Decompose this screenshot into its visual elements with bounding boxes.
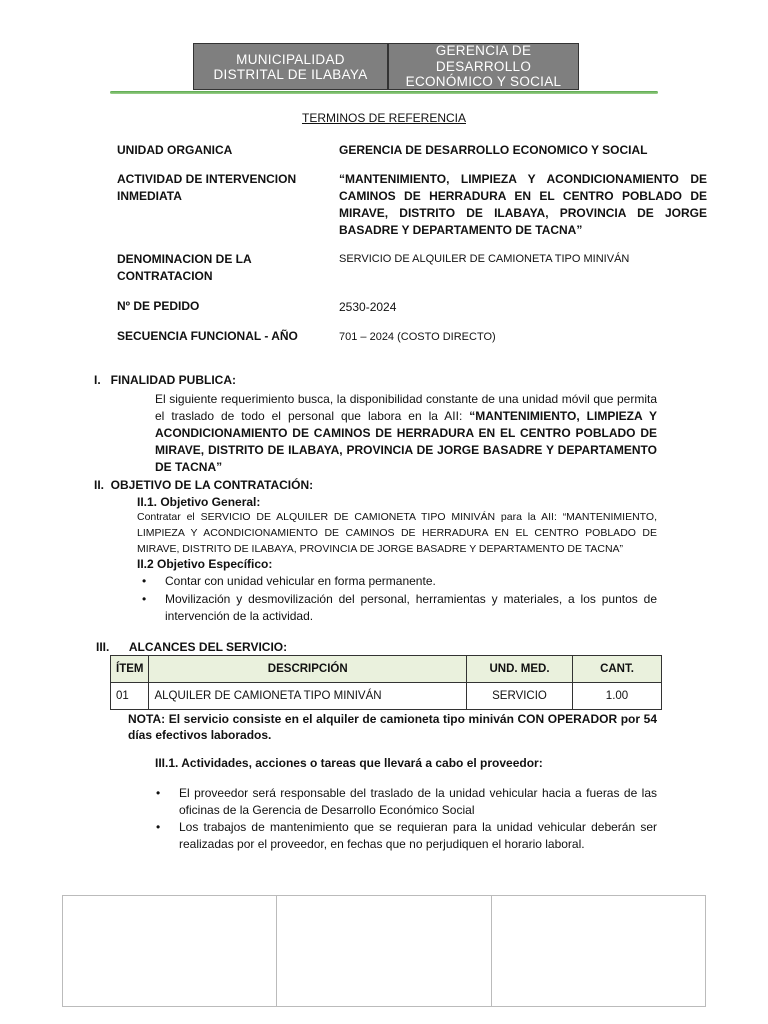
objetivo-especifico-list bbox=[142, 573, 657, 626]
col-und-med-header: UND. MED. bbox=[467, 656, 573, 683]
objetivo-especifico-heading: II.2 Objetivo Específico: bbox=[137, 557, 273, 571]
denominacion-value: SERVICIO DE ALQUILER DE CAMIONETA TIPO MINIVÁN bbox=[339, 253, 630, 265]
signature-table bbox=[62, 895, 706, 1007]
header-right-line-1: GERENCIA DE bbox=[435, 43, 532, 59]
list-item: • El proveedor será responsable del traslado de la unidad vehicular hacia a fueras de las oficinas de la Gerencia de Desarrollo Económico Social bbox=[156, 786, 657, 817]
section-3-heading: III. ALCANCES DEL SERVICIO: bbox=[96, 640, 288, 654]
objetivo-general-heading: II.1. Objetivo General: bbox=[137, 495, 261, 509]
actividades-heading: III.1. Actividades, acciones o tareas que llevará a cabo el proveedor: bbox=[155, 756, 543, 770]
section-1-text: El siguiente requerimiento busca, la disponibilidad constante de una unidad móvil que permita el traslado de todo el personal que labora en la AII: bbox=[155, 392, 657, 423]
header-divider bbox=[110, 91, 658, 94]
signature-cell bbox=[277, 896, 491, 1006]
table-row bbox=[111, 683, 662, 710]
bullet-icon: • bbox=[156, 820, 161, 834]
actividad-label: ACTIVIDAD DE INTERVENCION INMEDIATA bbox=[117, 172, 297, 203]
pedido-value: 2530-2024 bbox=[339, 300, 397, 314]
header-box-municipalidad bbox=[193, 43, 388, 90]
header-left-line-1: MUNICIPALIDAD bbox=[236, 51, 345, 67]
header-box-gerencia bbox=[388, 43, 579, 90]
bullet-icon: • bbox=[156, 786, 161, 800]
alcances-table bbox=[110, 655, 662, 710]
denominacion-label: DENOMINACION DE LA CONTRATACION bbox=[117, 252, 252, 283]
col-item-header: ÍTEM bbox=[111, 656, 149, 683]
secuencia-label: SECUENCIA FUNCIONAL - AÑO bbox=[117, 329, 298, 343]
cell-item: 01 bbox=[111, 683, 149, 710]
bullet-icon: • bbox=[142, 574, 147, 588]
signature-cell bbox=[63, 896, 277, 1006]
list-item: • Los trabajos de mantenimiento que se requieran para la unidad vehicular deberán ser realizadas por el proveedor, en fechas que no perjudiquen el horario laboral. bbox=[156, 820, 657, 851]
signature-cell bbox=[492, 896, 705, 1006]
nota-text: NOTA: El servicio consiste en el alquiler de camioneta tipo miniván CON OPERADOR por 54 días efectivos laborados. bbox=[128, 712, 657, 742]
header-left-line-2: DISTRITAL DE ILABAYA bbox=[213, 66, 368, 82]
pedido-label: Nº DE PEDIDO bbox=[117, 299, 200, 313]
list-item: • Contar con unidad vehicular en forma permanente. bbox=[142, 574, 436, 588]
section-1-text-bold: “MANTENIMIENTO, LIMPIEZA Y ACONDICIONAMIENTO DE CAMINOS DE HERRADURA EN EL CENTRO POBLADO DE MIRAVE, DISTRITO DE ILABAYA, PROVINCIA DE JORGE BASADRE Y DEPARTAMENTO DE TACNA” bbox=[155, 409, 657, 474]
actividad-value: “MANTENIMIENTO, LIMPIEZA Y ACONDICIONAMIENTO DE CAMINOS DE HERRADURA EN EL CENTRO POBLADO DE MIRAVE, DISTRITO DE ILABAYA, PROVINCIA DE JORGE BASADRE Y DEPARTAMENTO DE TACNA” bbox=[339, 172, 707, 237]
section-1-heading: I. FINALIDAD PUBLICA: bbox=[94, 373, 236, 387]
objetivo-general-text: Contratar el SERVICIO DE ALQUILER DE CAMIONETA TIPO MINIVÁN para la AII: “MANTENIMIENTO, LIMPIEZA Y ACONDICIONAMIENTO DE CAMINOS DE HERRADURA EN EL CENTRO POBLADO DE MIRAVE, DISTRITO DE ILABAYA, PROVINCIA DE JORGE BASADRE Y DEPARTAMENTO DE TACNA” bbox=[137, 511, 657, 555]
col-cant-header: CANT. bbox=[573, 656, 662, 683]
document-title: TERMINOS DE REFERENCIA bbox=[301, 111, 466, 125]
table-header-row bbox=[111, 656, 662, 683]
col-descripcion-header: DESCRIPCIÓN bbox=[149, 656, 467, 683]
cell-und-med: SERVICIO bbox=[467, 683, 573, 710]
list-item: • Movilización y desmovilización del personal, herramientas y materiales, a los puntos de intervención de la actividad. bbox=[142, 592, 657, 623]
unidad-organica-value: GERENCIA DE DESARROLLO ECONOMICO Y SOCIAL bbox=[339, 143, 648, 157]
secuencia-value: 701 – 2024 (COSTO DIRECTO) bbox=[339, 331, 496, 343]
bullet-icon: • bbox=[142, 592, 147, 606]
header-right-line-3: ECONÓMICO Y SOCIAL bbox=[405, 74, 562, 90]
cell-cant: 1.00 bbox=[573, 683, 662, 710]
section-2-heading: II. OBJETIVO DE LA CONTRATACIÓN: bbox=[94, 478, 314, 492]
section-1-paragraph bbox=[155, 391, 657, 476]
actividades-list bbox=[156, 785, 657, 854]
header-right-line-2: DESARROLLO bbox=[435, 58, 532, 74]
unidad-organica-label: UNIDAD ORGANICA bbox=[117, 143, 233, 157]
cell-descripcion: ALQUILER DE CAMIONETA TIPO MINIVÁN bbox=[149, 683, 467, 710]
